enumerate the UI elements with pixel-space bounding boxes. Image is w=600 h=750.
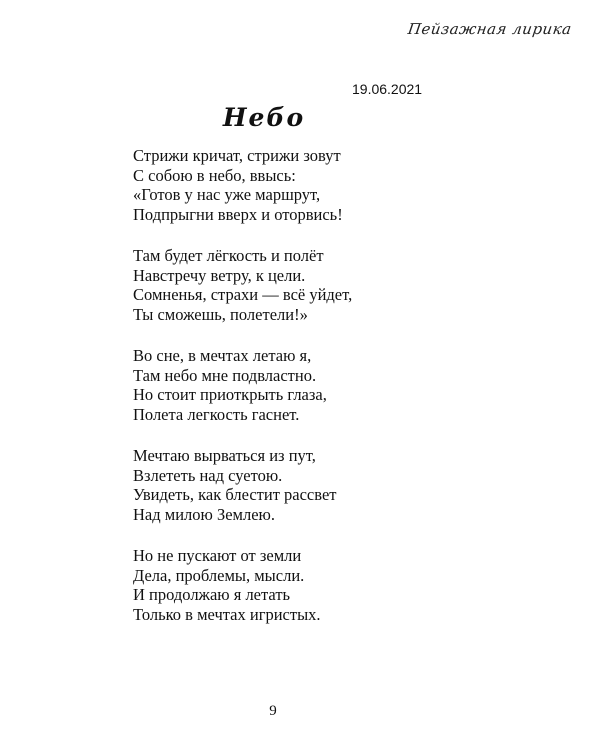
poem-line: Мечтаю вырваться из пут, — [133, 446, 316, 465]
page-number: 9 — [269, 703, 277, 719]
poem-line: С собою в небо, ввысь: — [133, 165, 296, 185]
poem-line: Дела, проблемы, мысли. — [133, 565, 305, 585]
poem-line: Увидеть, как блестит рассвет — [133, 485, 337, 504]
poem-date: 19.06.2021 — [352, 81, 423, 97]
poem-line: Ты сможешь, полетели!» — [133, 304, 308, 324]
stanza — [133, 246, 573, 324]
poem-title: Небо — [222, 103, 306, 132]
poem-line: Полета легкость гаснет. — [133, 404, 300, 424]
poem-line: И продолжаю я летать — [133, 585, 291, 604]
poem-line: «Готов у нас уже маршрут, — [133, 185, 321, 204]
poem-line: Взлететь над суетою. — [133, 465, 283, 485]
stanza — [133, 546, 573, 624]
poem-line: Подпрыгни вверх и оторвись! — [133, 204, 343, 224]
poem-line: Только в мечтах игристых. — [133, 604, 321, 624]
poem-line: Навстречу ветру, к цели. — [133, 265, 306, 285]
poem-line: Во сне, в мечтах летаю я, — [133, 346, 312, 365]
poem-line: Но не пускают от земли — [133, 546, 302, 565]
poem-line: Сомненья, страхи — всё уйдет, — [133, 285, 353, 304]
stanza — [133, 446, 573, 524]
stanza — [133, 146, 573, 224]
poem-line: Над милою Землею. — [133, 504, 276, 524]
poem-line: Стрижи кричат, стрижи зовут — [133, 146, 341, 165]
stanza — [133, 346, 573, 424]
poem-line: Там небо мне подвластно. — [133, 365, 317, 385]
poem-body — [133, 146, 573, 646]
poem-line: Но стоит приоткрыть глаза, — [133, 385, 327, 404]
poem-line: Там будет лёгкость и полёт — [133, 246, 324, 265]
section-header: Пейзажная лирика — [407, 20, 574, 38]
